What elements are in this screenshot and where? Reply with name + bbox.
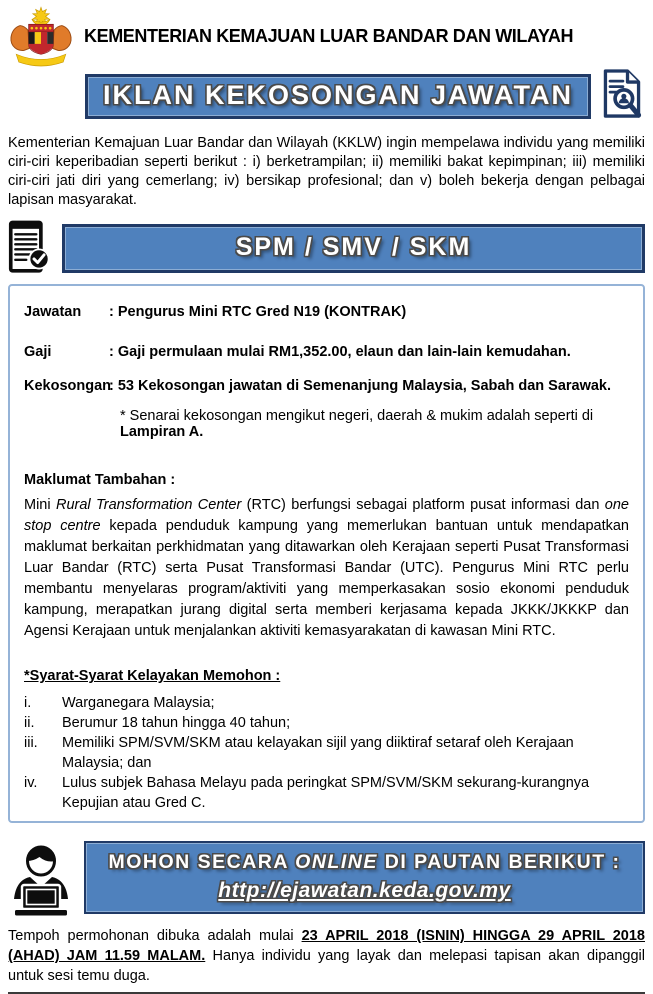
iklan-banner-title: IKLAN KEKOSONGAN JAWATAN	[102, 80, 573, 110]
application-period-paragraph	[8, 927, 645, 986]
apply-banner-row	[8, 837, 645, 917]
requirement-numeral: iii.	[24, 735, 38, 752]
requirement-item	[24, 693, 629, 713]
footer-dates: 23 APRIL 2018 (ISNIN) HINGGA 29 APRIL 2018 (AHAD) JAM 11.59 MALAM.	[8, 928, 645, 965]
vacancy-details-box	[8, 284, 645, 823]
iklan-banner	[85, 74, 591, 119]
spm-banner-row	[8, 219, 645, 277]
requirement-item	[24, 713, 629, 733]
gaji-value: : Gaji permulaan mulai RM1,352.00, elaun dan lain-lain kemudahan.	[109, 344, 571, 361]
jawatan-label: Jawatan	[24, 304, 82, 321]
requirement-item	[24, 733, 629, 773]
requirement-text: Warganegara Malaysia;	[62, 695, 215, 712]
requirement-text: Lulus subjek Bahasa Melayu pada peringkat SPM/SVM/SKM sekurang-kurangnya Kepujian atau Gred C.	[62, 775, 590, 812]
apply-banner-headline	[86, 851, 643, 874]
requirement-item	[24, 773, 629, 813]
detail-row-jawatan	[24, 304, 629, 320]
header	[8, 6, 645, 66]
detail-row-gaji	[24, 344, 629, 360]
detail-row-kekosongan	[24, 378, 629, 394]
footer-run: Hanya individu yang layak dan melepasi tapisan akan dipanggil untuk sesi temu duga.	[8, 948, 645, 984]
apply-url-link[interactable]: http://ejawatan.keda.gov.my	[218, 878, 511, 902]
footer-run: Tempoh permohonan dibuka adalah mulai	[8, 928, 302, 945]
requirement-numeral: ii.	[24, 715, 35, 732]
maklumat-heading: Maklumat Tambahan :	[24, 472, 176, 489]
clipboard-check-icon	[8, 219, 50, 277]
kekosongan-label: Kekosongan	[24, 378, 112, 395]
maklumat-run: Mini	[24, 497, 56, 514]
lampiran-note	[120, 408, 629, 440]
maklumat-run: (RTC) berfungsi sebagai platform pusat informasi dan	[241, 497, 605, 514]
lampiran-note-text: * Senarai kekosongan mengikut negeri, daerah & mukim adalah seperti di	[120, 408, 594, 425]
kekosongan-value: : 53 Kekosongan jawatan di Semenanjung Malaysia, Sabah dan Sarawak.	[109, 378, 612, 395]
spm-banner-title: SPM / SMV / SKM	[235, 232, 472, 261]
maklumat-paragraph	[24, 495, 629, 642]
gaji-label: Gaji	[24, 344, 52, 361]
apply-url-line	[86, 879, 643, 903]
spm-banner	[62, 224, 645, 273]
jawatan-value: : Pengurus Mini RTC Gred N19 (KONTRAK)	[109, 304, 407, 321]
maklumat-run-italic: Rural Transformation Center	[55, 497, 242, 514]
apply-banner	[84, 841, 645, 914]
document-search-icon	[599, 68, 645, 125]
ministry-title: KEMENTERIAN KEMAJUAN LUAR BANDAR DAN WILAYAH	[84, 25, 574, 46]
requirement-text: Berumur 18 tahun hingga 40 tahun;	[62, 715, 291, 732]
maklumat-run: kepada penduduk kampung yang memerlukan bantuan untuk mendapatkan maklumat berkaitan perkhidmatan yang ditawarkan oleh Kerajaan seperti Pusat Transformasi Luar Bandar (RTC) serta Pusat Transformasi Bandar (UTC). Pengurus Mini RTC perlu membantu menyelaras program/aktiviti yang memperkasakan sosio ekonomi penduduk kampung, merapatkan jurang digital serta memberi kerjasama kepada JKKK/JKKKP dan Agensi Kerajaan untuk menjalankan aktiviti kemasyarakatan di kawasan Mini RTC.	[24, 518, 629, 640]
requirement-numeral: iv.	[24, 775, 38, 792]
apply-headline-online: ONLINE	[295, 850, 378, 873]
requirement-numeral: i.	[24, 695, 32, 712]
syarat-heading: *Syarat-Syarat Kelayakan Memohon :	[24, 668, 281, 685]
iklan-banner-row	[85, 68, 645, 125]
lampiran-note-bold: Lampiran A.	[120, 424, 204, 441]
apply-headline-run: DI PAUTAN BERIKUT :	[377, 850, 621, 873]
intro-paragraph: Kementerian Kemajuan Luar Bandar dan Wilayah (KKLW) ingin mempelawa individu yang memiliki ciri-ciri keperibadian seperti berikut : i) berketrampilan; ii) memiliki bakat kepimpinan; iii) memiliki ciri-ciri jati diri yang cemerlang; iv) bersikap profesional; dan v) boleh bekerja dengan pelbagai lapisan masyarakat.	[8, 135, 645, 208]
apply-headline-run: MOHON SECARA	[108, 850, 296, 873]
maklumat-run-italic: one stop centre	[24, 497, 629, 535]
malaysia-coat-of-arms-icon	[8, 6, 74, 66]
person-laptop-icon	[8, 837, 74, 917]
requirement-text: Memiliki SPM/SVM/SKM atau kelayakan sijil yang diiktiraf setaraf oleh Kerajaan Malaysia; dan	[62, 735, 574, 772]
